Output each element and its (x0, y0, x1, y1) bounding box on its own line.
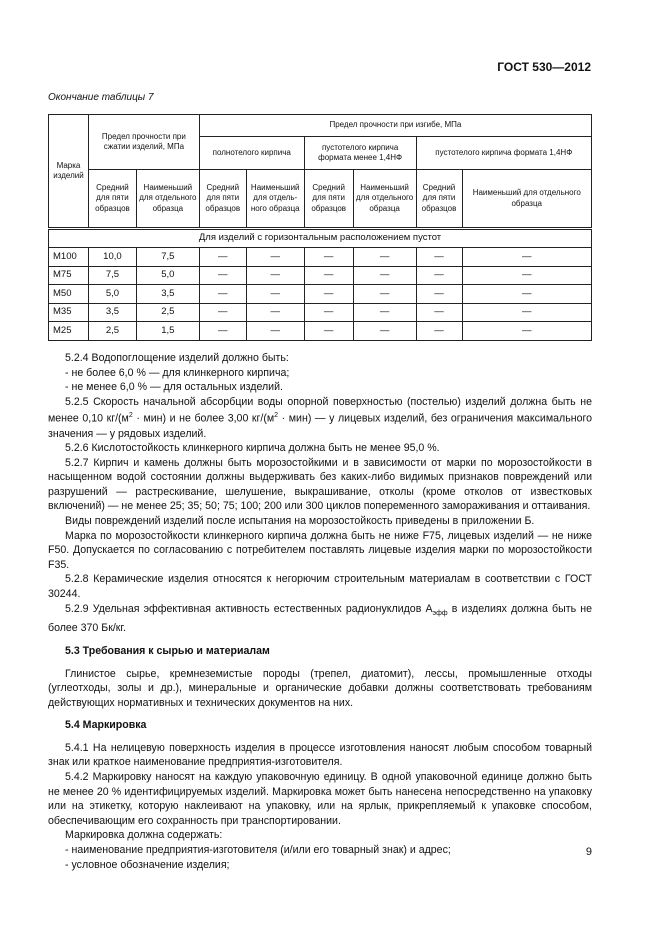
table-cell: М25 (49, 322, 89, 341)
sub-full: полнотелого кирпича (199, 137, 304, 170)
table-cell: — (304, 303, 353, 322)
table-cell: 5,0 (88, 285, 136, 304)
table-cell: 1,5 (136, 322, 199, 341)
h-min: Наименьший для отдельного образца (462, 170, 592, 229)
table-cell: — (353, 248, 416, 267)
table-cell: — (353, 303, 416, 322)
page-number: 9 (585, 846, 592, 858)
table-cell: — (353, 322, 416, 341)
para: Маркировка должна содержать: (65, 829, 223, 842)
text: 5.2.5 Скорость начальной абсорбции воды опорной поверхностью (постелью) изделий должна быть не менее 0,10 кг/(м (48, 395, 592, 425)
table-cell: — (304, 266, 353, 285)
section-row: Для изделий с горизонтальным расположением пустот (49, 229, 592, 248)
table-cell: — (416, 248, 462, 267)
h-avg: Средний для пяти образцов (88, 170, 136, 229)
table-cell: — (462, 303, 592, 322)
para: 5.2.7 Кирпич и камень должны быть морозостойкими и в зависимости от марки по морозостойкости в насыщенном водой состоянии должны выдерживать без каких-либо видимых признаков повреждений или разрушений — растрескивание, шелушение, выкрашивание, отколы (кроме отколов от известковых включений) — не менее 25; 35; 50; 75; 100; 200 или 300 циклов попеременного замораживания и оттаивания. (48, 456, 592, 513)
table-cell: — (199, 322, 246, 341)
strength-table (48, 114, 592, 341)
text: в изделиях должна быть не более 370 Бк/кг. (48, 602, 592, 635)
list-item: - не более 6,0 % — для клинкерного кирпича; (65, 366, 290, 379)
h-avg: Средний для пяти образцов (199, 170, 246, 229)
para: 5.2.6 Кислотостойкость клинкерного кирпича должна быть не менее 95,0 %. (65, 442, 440, 455)
table-cell: — (353, 285, 416, 304)
table-cell: — (416, 285, 462, 304)
table-cell: — (304, 285, 353, 304)
table-cell: — (199, 248, 246, 267)
col-bend: Предел прочности при изгибе, МПа (199, 115, 591, 137)
sub-hollow-lt: пустотелого кирпича формата менее 1,4НФ (304, 137, 416, 170)
table-cell: — (246, 285, 304, 304)
h-avg: Средний для пяти образцов (416, 170, 462, 229)
list-item: - условное обозначение изделия; (65, 858, 230, 871)
section-heading: 5.3 Требования к сырью и материалам (65, 644, 270, 657)
text: 5.2.9 Удельная эффективная активность естественных радионуклидов A (65, 602, 433, 615)
sub-hollow-eq: пустотелого кирпича формата 1,4НФ (416, 137, 591, 170)
col-compress: Предел прочности при сжатии изделий, МПа (88, 115, 199, 170)
body-text (48, 351, 592, 872)
document-header: ГОСТ 530—2012 (497, 60, 591, 74)
table-cell: — (462, 322, 592, 341)
table-cell: — (304, 322, 353, 341)
table-row (49, 248, 592, 267)
table-cell: — (199, 303, 246, 322)
table-cell: 2,5 (136, 303, 199, 322)
para: 5.2.8 Керамические изделия относятся к негорючим строительным материалам в соответствии с ГОСТ 30244. (48, 573, 592, 601)
para: 5.2.4 Водопоглощение изделий должно быть: (65, 352, 289, 364)
h-min: Наименьший для отдель-ного образца (246, 170, 304, 229)
para: 5.4.2 Маркировку наносят на каждую упаковочную единицу. В одной упаковочной единице должно быть не менее 20 % идентифицируемых изделий. Маркировка может быть нанесена непосредственно на упаковку или на этикетку, которую наклеивают на упаковку, или на ярлык, прикрепляемый к упаковке способом, обеспечивающим его сохранность при транспортировании. (48, 771, 592, 827)
text: · мин) — у лицевых изделий, без ограничения максимального значения — у рядовых изделий. (48, 412, 592, 440)
table-cell: — (416, 322, 462, 341)
para (48, 602, 592, 636)
table-cell: — (462, 285, 592, 304)
table-cell: — (416, 303, 462, 322)
table-cell: 3,5 (136, 285, 199, 304)
list-item: - не менее 6,0 % — для остальных изделий. (65, 381, 283, 394)
table-cell: — (462, 266, 592, 285)
table-cell: 10,0 (88, 248, 136, 267)
para: Виды повреждений изделий после испытания на морозостойкость приведены в приложении Б. (65, 515, 535, 528)
table-cell: М35 (49, 303, 89, 322)
table-row (49, 303, 592, 322)
table-cell: — (462, 248, 592, 267)
table-cell: — (304, 248, 353, 267)
table-row (49, 322, 592, 341)
h-min: Наименьший для отдельного образца (353, 170, 416, 229)
table-row (49, 266, 592, 285)
list-item: - наименование предприятия-изготовителя (и/или его товарный знак) и адрес; (65, 844, 451, 857)
table-cell: — (246, 303, 304, 322)
table-cell: — (246, 248, 304, 267)
table-cell: М50 (49, 285, 89, 304)
table-cell: М100 (49, 248, 89, 267)
table-cell: М75 (49, 266, 89, 285)
table-cell: — (246, 266, 304, 285)
table-cell: — (246, 322, 304, 341)
table-cell: 7,5 (136, 248, 199, 267)
section-heading: 5.4 Маркировка (65, 719, 147, 732)
table-cell: 7,5 (88, 266, 136, 285)
h-min: Наименьший для отдельного образца (136, 170, 199, 229)
sup: 2 (128, 412, 133, 420)
para: 5.4.1 На нелицевую поверхность изделия в процессе изготовления наносят любым способом товарный знак или краткое наименование предприятия-изготовителя. (48, 741, 592, 769)
sub: эфф (432, 609, 448, 617)
col-mark: Марка изделий (49, 115, 89, 229)
para: Глинистое сырье, кремнеземистые породы (трепел, диатомит), лессы, промышленные отходы (углеотходы, золы и др.), минеральные и органические добавки должны соответствовать требованиям действующих нормативных и технических документов на них. (48, 667, 592, 709)
table-row (49, 285, 592, 304)
table-cell: — (199, 285, 246, 304)
table-cell: 3,5 (88, 303, 136, 322)
sup: 2 (274, 412, 279, 420)
para (48, 395, 592, 441)
table-cell: 5,0 (136, 266, 199, 285)
table-cell: — (199, 266, 246, 285)
para: Марка по морозостойкости клинкерного кирпича должна быть не ниже F75, лицевых изделий — не ниже F50. Допускается по согласованию с потребителем поставлять лицевые изделия марки по морозостойкости F35. (48, 529, 592, 571)
table-cell: — (416, 266, 462, 285)
table-cell: 2,5 (88, 322, 136, 341)
text: · мин) и не более 3,00 кг/(м (132, 412, 275, 425)
table-caption: Окончание таблицы 7 (48, 92, 154, 103)
table-cell: — (353, 266, 416, 285)
h-avg: Средний для пяти образцов (304, 170, 353, 229)
